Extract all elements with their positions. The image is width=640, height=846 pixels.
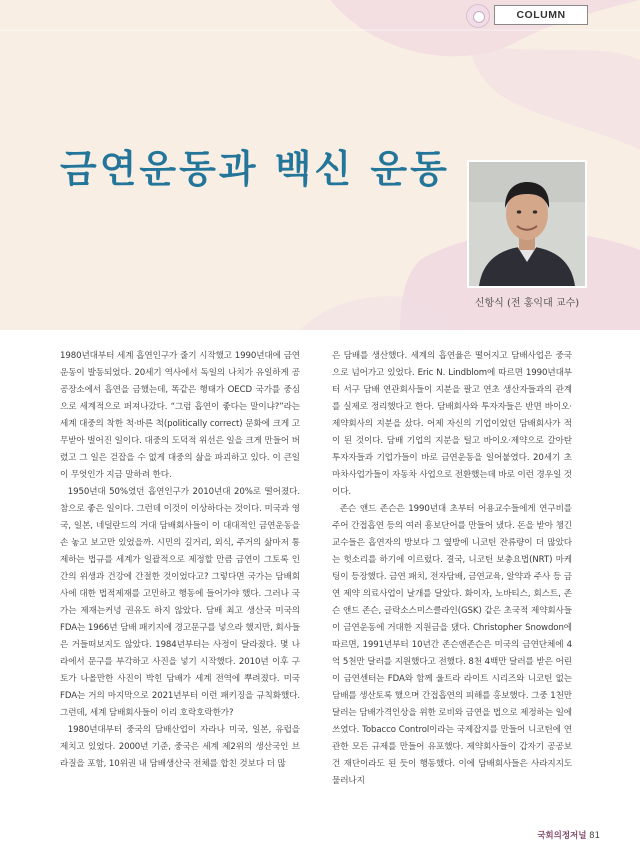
- article-column-left: [60, 348, 300, 773]
- paragraph: 1950년대 50%였던 흡연인구가 2010년대 20%로 떨어졌다. 참으로 좋은 일이다. 그런데 이것이 이상하다는 것이다. 미국과 영국, 일본, 네덜란드의 거대 담배회사들이 이 대대적인 금연운동을 손 놓고 보고만 있었을까. 시민의 길거리, 외식, 주거의 삶마저 통제하는 법규를 세계가 일괄적으로 제정할 만큼 금연이 그토록 인간의 위생과 건강에 간절한 것이었다고? 그렇다면 국가는 담배회사에 대한 법적제재를 고민하고 행동에 들어가야 했다. 그러나 국가는 제재는커녕 권유도 하지 않았다. 담배 최고 생산국 미국의 FDA는 1966년 담배 패키지에 경고문구를 넣으라 했지만, 회사들은 거들떠보지도 않았다. 1984년부터는 사정이 달라졌다. 몇 나라에서 문구를 부각하고 사진을 넣기 시작했다. 2010년 이후 구토가 나올만한 사진이 박힌 담배가 세계 전역에 뿌려졌다. 미국 FDA는 거의 마지막으로 2021년부터 이런 패키징을 규칙화했다. 그런데, 세계 담배회사들이 이리 호락호락한가?: [60, 487, 300, 718]
- paragraph: 존슨 앤드 존슨은 1990년대 초부터 어용교수들에게 연구비를 주어 간접흡연 등의 여러 흥보단어를 만들어 냈다. 돈을 받아 챙긴 교수들은 흡연자의 방보다 그 옆방에 니코틴 잔류량이 더 많았다는 헛소리를 하기에 이르렀다. 결국, 니코틴 보충요법(NRT) 마케팅이 등장했다. 금연 패치, 전자담배, 금연교육, 알약과 주사 등 금연 제약 의료사업이 날개를 달았다. 화이자, 노바티스, 회스트, 존슨 앤드 존슨, 글락소스미스클라인(GSK) 같은 초국적 제약회사들이 금연운동에 거대한 지원금을 댔다. Christopher Snowdon에 따르면, 1991년부터 10년간 존슨앤존슨은 미국의 금연단체에 4억 5천만 달러를 지원했다고 전했다. 8천 4백만 달러를 받은 어린이 금연센터는 FDA와 함께 울트라 라이트 시리즈와 니코틴 없는 담배를 생산토록 했으며 간접흡연의 피해를 홍보했다. 그중 1천만 달러는 담배가격인상을 위한 로비와 금연을 법으로 제정하는 일에 쓰였다. Tobacco Control이라는 국제잡지를 만들어 니코틴에 연관한 모든 규제를 만들어 유포했다. 제약회사들이 갑자기 공공보건 재단이라도 된 듯이 행동했다. 이에 담배회사들은 사라지지도 물러나지: [332, 504, 572, 786]
- section-tab: COLUMN: [494, 5, 588, 25]
- page-number: 81: [589, 831, 600, 841]
- author-caption: 신항식 (전 홍익대 교수): [474, 298, 580, 309]
- paragraph: 은 담배를 생산했다. 세계의 흡연율은 떨어지고 담배사업은 중국으로 넘어가고 있었다. Eric N. Lindblom에 따르면 1990년대부터 서구 담배 연관회사들이 지분을 팔고 연초 생산자들과의 관계를 실제로 정리했다고 한다. 담배회사와 투자자들은 반면 바이오·제약회사의 지분을 샀다. 어제 자신의 기업이었던 담배회사가 적이 된 것이다. 담배 기업의 지분을 털고 바이오·제약으로 갈아탄 투자자들과 기업가들이 바로 금연운동을 일어붙였다. 20세기 초 마차사업가들이 자동차 사업으로 전환했는데 바로 이런 경우일 것이다.: [332, 351, 572, 497]
- publication-name: 국회의정저널: [537, 831, 587, 841]
- page-footer: [510, 829, 600, 841]
- article-title: 금연운동과 백신 운동: [60, 146, 450, 191]
- author-photo: [467, 160, 587, 288]
- article-column-right: [332, 348, 572, 790]
- author-portrait-image: [469, 162, 585, 286]
- section-marker-icon: [466, 4, 490, 28]
- paragraph: 1980년대부터 세계 흡연인구가 줄기 시작했고 1990년대에 금연운동이 발동되었다. 20세기 역사에서 독일의 나치가 유일하게 공공장소에서 흡연을 금했는데, 똑같은 행태가 OECD 국가를 중심으로 세계적으로 퍼져나갔다. “그럼 흡연이 좋다는 말이냐?”라는 세계 대중의 착한 척·바른 척(politically correct) 문화에 크게 고무받아 벌어진 일이다. 대중의 도덕적 위선은 일을 크게 만들어 버렸고 그 일은 걷잡을 수 없게 대중의 삶을 파괴하고 있다. 이 큰일이 무엇인가 지금 말하려 한다.: [60, 351, 300, 480]
- paragraph: 1980년대부터 중국의 담배산업이 자라나 미국, 일본, 유럽을 제치고 있었다. 2000년 기준, 중국은 세계 제2위의 생산국인 브라질을 포함, 10위권 내 담배생산국 전체를 합친 것보다 더 많: [60, 725, 300, 769]
